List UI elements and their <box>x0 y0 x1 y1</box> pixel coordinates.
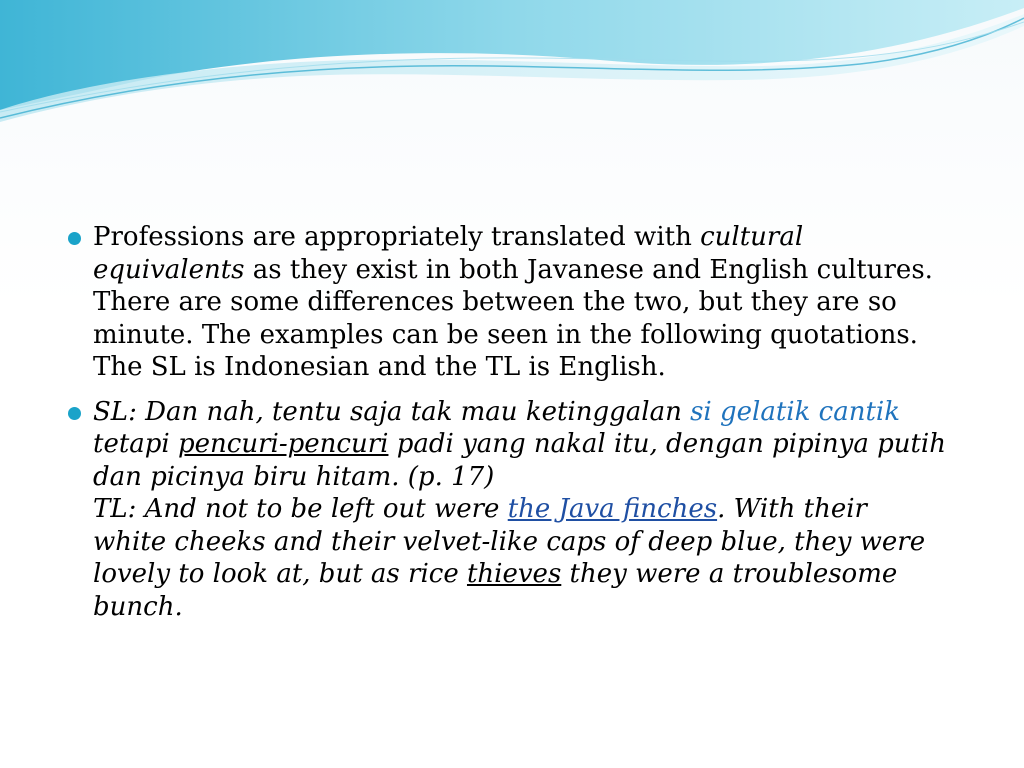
text-run: TL: And not to be left out were <box>93 494 508 524</box>
bullet-quotation <box>66 396 946 624</box>
slide-content <box>66 221 946 635</box>
text-run: padi yang nakal itu, dengan pipinya putih dan picinya biru hitam. (p. 17) <box>93 429 946 492</box>
text-run: they were a troublesome bunch. <box>93 559 898 622</box>
sl-quotation <box>93 397 946 492</box>
highlighted-term: si gelatik cantik <box>690 396 900 427</box>
text-run: tetapi <box>93 429 179 459</box>
text-run-italic: cultural equivalents <box>93 222 804 285</box>
underlined-term: thieves <box>466 559 562 589</box>
hyperlink-term[interactable]: the Java finches <box>507 494 718 524</box>
bullet-1-text <box>93 222 933 382</box>
bullet-professions <box>66 221 946 384</box>
bullet-dot-icon <box>68 232 81 245</box>
text-run: SL: Dan nah, tentu saja tak mau ketinggalan <box>93 396 691 427</box>
text-run: . With their white cheeks and their velvet-like caps of deep blue, they were lovely to look at, but as rice <box>93 494 926 589</box>
bullet-dot-icon <box>68 407 81 420</box>
text-run: as they exist in both Javanese and English cultures. There are some differences between the two, but they are so minute. The examples can be seen in the following quotations. The SL is Indonesian and the TL is English. <box>93 254 933 382</box>
text-run: Professions are appropriately translated with <box>93 222 701 252</box>
underlined-term: pencuri-pencuri <box>178 429 389 459</box>
tl-quotation <box>93 494 925 622</box>
header-wave-decoration <box>0 0 1024 130</box>
